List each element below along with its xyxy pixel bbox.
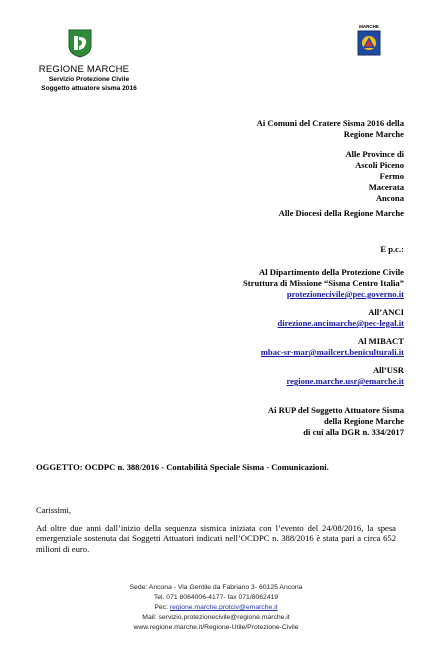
recipient-comuni: Ai Comuni del Cratere Sisma 2016 della bbox=[256, 118, 404, 128]
cc-label: E p.c.: bbox=[380, 244, 404, 254]
region-title: REGIONE MARCHE bbox=[38, 64, 130, 75]
recipient-macerata: Macerata bbox=[368, 182, 404, 192]
regione-marche-logo bbox=[67, 28, 93, 58]
email-link-anci[interactable]: direzione.ancimarche@pec-legal.it bbox=[277, 318, 404, 328]
protezione-civile-logo bbox=[357, 24, 381, 58]
footer-pec bbox=[60, 603, 372, 613]
recipient-comuni-region: Regione Marche bbox=[343, 129, 404, 139]
recipient-dipartimento: Al Dipartimento della Protezione Civile bbox=[259, 267, 404, 277]
footer-web[interactable]: www.regione.marche.it/Regione-Utile/Protezione-Civile bbox=[133, 624, 299, 631]
email-link-usr[interactable]: regione.marche.usr@emarche.it bbox=[286, 376, 404, 386]
body-paragraph: Ad oltre due anni dall’inizio della sequenza sismica iniziata con l’evento del 24/08/2016, la spesa emergenziale sostenuta dai Soggetti Attuatori indicati nell’OCDPC n. 388/2016 è stata pari a circa 652 milioni di euro. bbox=[36, 523, 396, 554]
footer-pec-label: Pec: bbox=[154, 604, 170, 611]
greeting: Carissimi, bbox=[36, 505, 72, 515]
region-subtitle-service: Servizio Protezione Civile bbox=[48, 76, 130, 83]
footer-address: Sede: Ancona - Via Gentile da Fabriano 3- 60125 Ancona bbox=[129, 584, 303, 591]
footer-phone: Tel. 071 8064006-4177- fax 071/8062419 bbox=[153, 594, 279, 601]
right-logo-label: MARCHE bbox=[359, 24, 379, 29]
footer-mail: Mail: servizio.protezionecivile@regione.marche.it bbox=[142, 614, 290, 621]
recipient-ascoli: Ascoli Piceno bbox=[355, 160, 404, 170]
recipient-struttura: Struttura di Missione “Sisma Centro Italia” bbox=[243, 278, 404, 288]
recipient-anci: All’ANCI bbox=[368, 307, 404, 317]
email-link-protezionecivile[interactable]: protezionecivile@pec.governo.it bbox=[286, 289, 404, 299]
recipient-diocesi: Alle Diocesi della Regione Marche bbox=[278, 208, 404, 218]
recipient-rup-dgr: di cui alla DGR n. 334/2017 bbox=[303, 427, 404, 437]
recipient-fermo: Fermo bbox=[379, 171, 404, 181]
email-link-mibact[interactable]: mbac-sr-mar@mailcert.beniculturali.it bbox=[260, 347, 404, 357]
recipient-province: Alle Province di bbox=[345, 149, 404, 159]
recipient-rup-region: della Regione Marche bbox=[323, 416, 404, 426]
recipient-mibact: Al MIBACT bbox=[357, 336, 404, 346]
subject-line: OGGETTO: OCDPC n. 388/2016 - Contabilità Speciale Sisma - Comunicazioni. bbox=[36, 462, 329, 472]
recipient-rup: Ai RUP del Soggetto Attuatore Sisma bbox=[267, 405, 404, 415]
footer-pec-link[interactable]: regione.marche.protciv@emarche.it bbox=[169, 604, 278, 611]
recipient-usr: All’USR bbox=[372, 365, 404, 375]
region-subtitle-attuatore: Soggetto attuatore sisma 2016 bbox=[41, 85, 137, 92]
recipient-ancona: Ancona bbox=[375, 193, 404, 203]
